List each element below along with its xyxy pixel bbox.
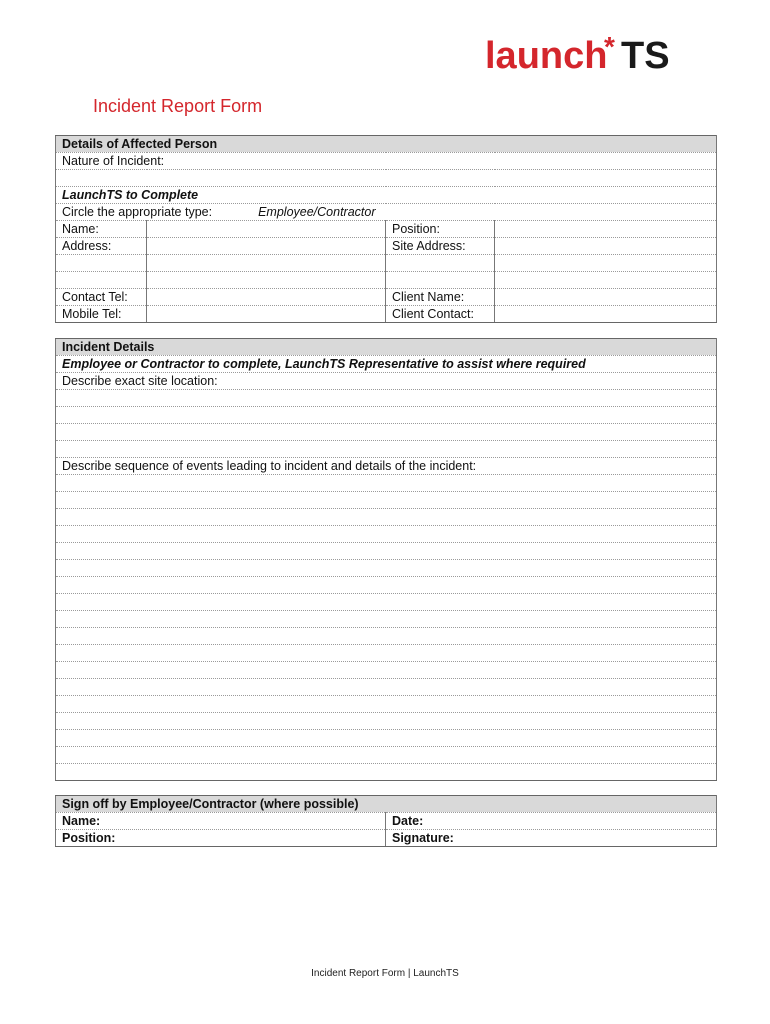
- client-name-label: Client Name:: [386, 289, 495, 306]
- signoff-signature-field[interactable]: [386, 830, 717, 847]
- sequence-line[interactable]: [56, 594, 717, 611]
- sequence-line[interactable]: [56, 560, 717, 577]
- circle-type-label: Circle the appropriate type:: [62, 205, 213, 219]
- address-blank-cell: [56, 255, 147, 272]
- site-address-field[interactable]: [495, 238, 717, 255]
- site-location-line[interactable]: [56, 441, 717, 458]
- logo-ts-text: TS: [621, 35, 670, 76]
- sequence-line[interactable]: [56, 696, 717, 713]
- page-footer: Incident Report Form | LaunchTS: [311, 968, 459, 979]
- signoff-position-label: Position:: [62, 831, 116, 845]
- site-location-line[interactable]: [56, 424, 717, 441]
- site-address-blank-cell: [386, 255, 495, 272]
- launchts-logo: [485, 30, 675, 76]
- incident-details-header: Incident Details: [56, 339, 717, 356]
- sequence-line[interactable]: [56, 475, 717, 492]
- logo-launch-text: launch: [485, 35, 608, 76]
- position-field[interactable]: [495, 221, 717, 238]
- client-contact-label: Client Contact:: [386, 306, 495, 323]
- name-label: Name:: [56, 221, 147, 238]
- sequence-line[interactable]: [56, 645, 717, 662]
- sequence-of-events-label: Describe sequence of events leading to incident and details of the incident:: [56, 458, 717, 475]
- client-contact-field[interactable]: [495, 306, 717, 323]
- sequence-line[interactable]: [56, 747, 717, 764]
- sequence-line[interactable]: [56, 679, 717, 696]
- client-name-field[interactable]: [495, 289, 717, 306]
- mobile-tel-field[interactable]: [147, 306, 386, 323]
- launchts-to-complete-label: LaunchTS to Complete: [56, 187, 717, 204]
- contact-tel-field[interactable]: [147, 289, 386, 306]
- affected-person-header: Details of Affected Person: [56, 136, 717, 153]
- signoff-name-field[interactable]: [56, 813, 386, 830]
- sign-off-header: Sign off by Employee/Contractor (where possible): [56, 796, 717, 813]
- site-address-field-line3[interactable]: [495, 272, 717, 289]
- signoff-signature-label: Signature:: [392, 831, 454, 845]
- site-address-field-line2[interactable]: [495, 255, 717, 272]
- nature-of-incident-field[interactable]: [56, 153, 717, 170]
- sequence-line[interactable]: [56, 713, 717, 730]
- nature-of-incident-label: Nature of Incident:: [62, 154, 165, 168]
- sequence-line[interactable]: [56, 492, 717, 509]
- sequence-line[interactable]: [56, 730, 717, 747]
- signoff-name-label: Name:: [62, 814, 101, 828]
- sign-off-table: [55, 795, 717, 847]
- site-location-line[interactable]: [56, 390, 717, 407]
- incident-details-instructions: Employee or Contractor to complete, LaunchTS Representative to assist where required: [56, 356, 717, 373]
- position-label: Position:: [386, 221, 495, 238]
- address-field-line2[interactable]: [147, 255, 386, 272]
- mobile-tel-label: Mobile Tel:: [56, 306, 147, 323]
- logo-asterisk: *: [604, 31, 615, 62]
- site-location-line[interactable]: [56, 407, 717, 424]
- incident-details-table: [55, 338, 717, 781]
- address-field[interactable]: [147, 238, 386, 255]
- sequence-line[interactable]: [56, 611, 717, 628]
- contact-tel-label: Contact Tel:: [56, 289, 147, 306]
- address-field-line3[interactable]: [147, 272, 386, 289]
- sequence-line[interactable]: [56, 662, 717, 679]
- signoff-position-field[interactable]: [56, 830, 386, 847]
- sequence-line[interactable]: [56, 543, 717, 560]
- sequence-line[interactable]: [56, 509, 717, 526]
- circle-type-row[interactable]: [56, 204, 717, 221]
- circle-type-options[interactable]: Employee/Contractor: [258, 205, 376, 219]
- blank-row[interactable]: [56, 170, 717, 187]
- site-address-label: Site Address:: [386, 238, 495, 255]
- address-label: Address:: [56, 238, 147, 255]
- signoff-date-field[interactable]: [386, 813, 717, 830]
- address-blank-cell: [56, 272, 147, 289]
- sequence-line[interactable]: [56, 526, 717, 543]
- affected-person-table: [55, 135, 717, 323]
- signoff-date-label: Date:: [392, 814, 424, 828]
- sequence-line[interactable]: [56, 628, 717, 645]
- form-title: Incident Report Form: [93, 96, 263, 116]
- name-field[interactable]: [147, 221, 386, 238]
- sequence-line[interactable]: [56, 764, 717, 781]
- site-location-label: Describe exact site location:: [56, 373, 717, 390]
- site-address-blank-cell: [386, 272, 495, 289]
- sequence-line[interactable]: [56, 577, 717, 594]
